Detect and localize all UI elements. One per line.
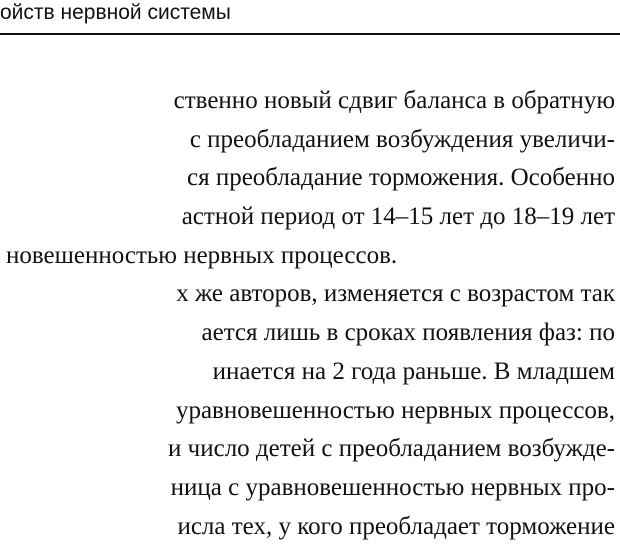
text-line: ница с уравновешенностью нервных про- xyxy=(170,473,615,501)
text-line: ается лишь в сроках появления фаз: по xyxy=(201,319,615,347)
text-line: исла тех, у кого преобладает торможение xyxy=(177,512,615,540)
running-header: ойств нервной системы xyxy=(0,1,231,24)
text-line: астной период от 14–15 лет до 18–19 лет xyxy=(181,203,615,231)
text-line: инается на 2 года раньше. В младшем xyxy=(212,357,615,385)
text-line: х же авторов, изменяется с возрастом так xyxy=(176,280,615,308)
text-line: с преобладанием возбуждения увеличи- xyxy=(189,125,615,153)
text-line: уравновешенностью нервных процессов, xyxy=(175,396,615,424)
text-line: ся преобладание торможения. Особенно xyxy=(186,164,615,192)
header-rule xyxy=(0,33,620,35)
text-line: новешенностью нервных процессов. xyxy=(6,241,398,269)
text-line: и число детей с преобладанием возбужде- xyxy=(168,435,615,463)
text-line: ственно новый сдвиг баланса в обратную xyxy=(173,87,615,114)
body-text xyxy=(0,82,620,546)
